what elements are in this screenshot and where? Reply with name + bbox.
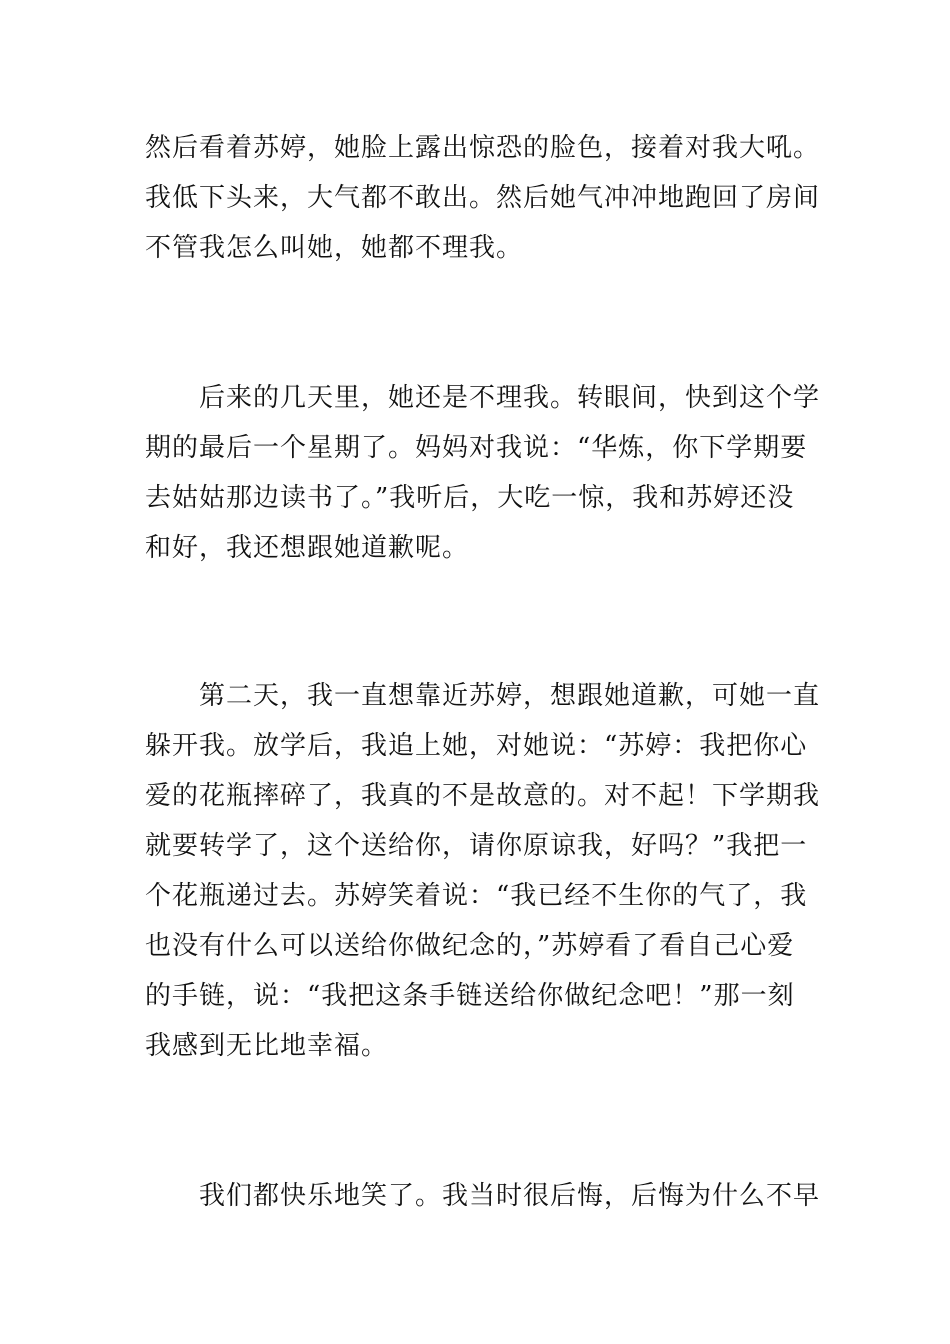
paragraph-line: 后来的几天里，她还是不理我。转眼间，快到这个学 (199, 383, 821, 413)
paragraph-line: 也没有什么可以送给你做纪念的，”苏婷看了看自己心爱 (145, 931, 795, 961)
paragraph-line: 我感到无比地幸福。 (145, 1031, 389, 1061)
paragraph-line: 我低下头来，大气都不敢出。然后她气冲冲地跑回了房间 (145, 183, 821, 213)
paragraph-line: 就要转学了，这个送给你，请你原谅我，好吗？”我把一 (145, 831, 808, 861)
paragraph-line: 爱的花瓶摔碎了，我真的不是故意的。对不起！下学期我 (145, 781, 821, 811)
paragraph-line: 然后看着苏婷，她脸上露出惊恐的脸色，接着对我大吼。 (145, 133, 821, 163)
paragraph-line: 和好，我还想跟她道歉呢。 (145, 533, 470, 563)
paragraph-line: 个花瓶递过去。苏婷笑着说：“我已经不生你的气了，我 (145, 881, 808, 911)
paragraph-line: 躲开我。放学后，我追上她，对她说：“苏婷：我把你心 (145, 731, 808, 761)
paragraph-line: 第二天，我一直想靠近苏婷，想跟她道歉，可她一直 (199, 681, 821, 711)
paragraph-line: 的手链，说：“我把这条手链送给你做纪念吧！”那一刻 (145, 981, 795, 1011)
paragraph-line: 我们都快乐地笑了。我当时很后悔，后悔为什么不早 (199, 1181, 821, 1211)
paragraph-line: 去姑姑那边读书了。”我听后，大吃一惊，我和苏婷还没 (145, 483, 795, 513)
paragraph-line: 不管我怎么叫她，她都不理我。 (145, 233, 524, 263)
paragraph-line: 期的最后一个星期了。妈妈对我说：“华炼，你下学期要 (145, 433, 808, 463)
